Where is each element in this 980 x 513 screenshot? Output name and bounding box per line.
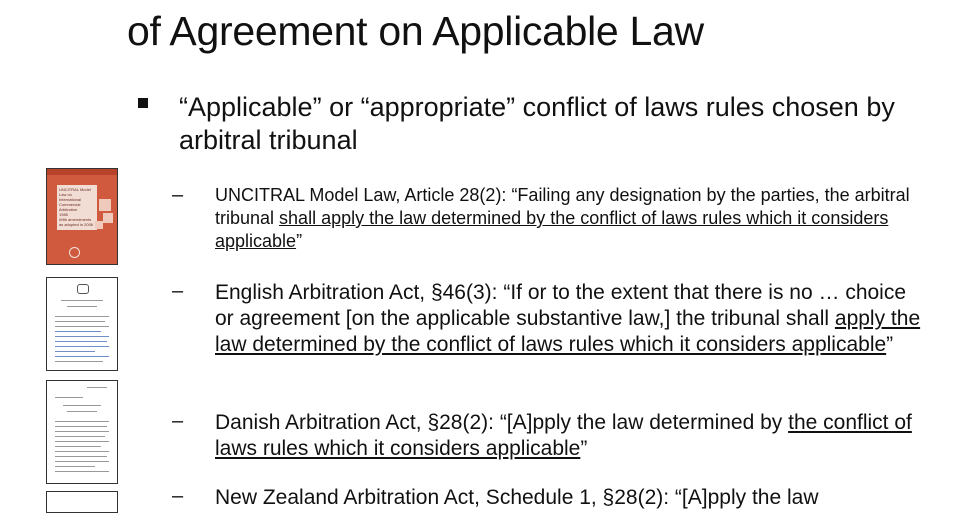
uncitral-cover-title-panel: UNCITRAL Model Law on International Commercial Arbitration 1985 With amendments as adopted in 2006	[57, 185, 97, 230]
dash-marker: –	[172, 410, 184, 432]
main-bullet-text: “Applicable” or “appropriate” conflict of laws rules chosen by arbitral tribunal	[179, 92, 895, 155]
new-zealand-arbitration-act-page-image	[46, 491, 118, 513]
dash-marker: –	[172, 184, 184, 206]
dash-marker: –	[172, 485, 184, 507]
uncitral-model-law-cover-image	[46, 168, 118, 265]
slide-title: of Agreement on Applicable Law	[127, 8, 704, 54]
bullet-square-icon	[138, 98, 148, 108]
un-emblem-icon	[69, 247, 80, 258]
new-zealand-act-quote: New Zealand Arbitration Act, Schedule 1, §28(2): “[A]pply the law	[215, 486, 819, 509]
danish-act-quote: Danish Arbitration Act, §28(2): “[A]pply the law determined by the conflict of laws rules which it considers applicable”	[215, 411, 912, 460]
danish-arbitration-act-page-image	[46, 380, 118, 484]
english-act-quote: English Arbitration Act, §46(3): “If or to the extent that there is no … choice or agreement [on the applicable substantive law,] the tribunal shall apply the law determined by the conflict of laws rules which it considers applicable”	[215, 281, 921, 356]
english-arbitration-act-page-image	[46, 277, 118, 371]
uncitral-quote: UNCITRAL Model Law, Article 28(2): “Failing any designation by the parties, the arbitral tribunal shall apply the law determined by the conflict of laws rules which it considers applicable”	[215, 185, 910, 251]
royal-crest-icon	[77, 284, 89, 294]
dash-marker: –	[172, 280, 184, 302]
